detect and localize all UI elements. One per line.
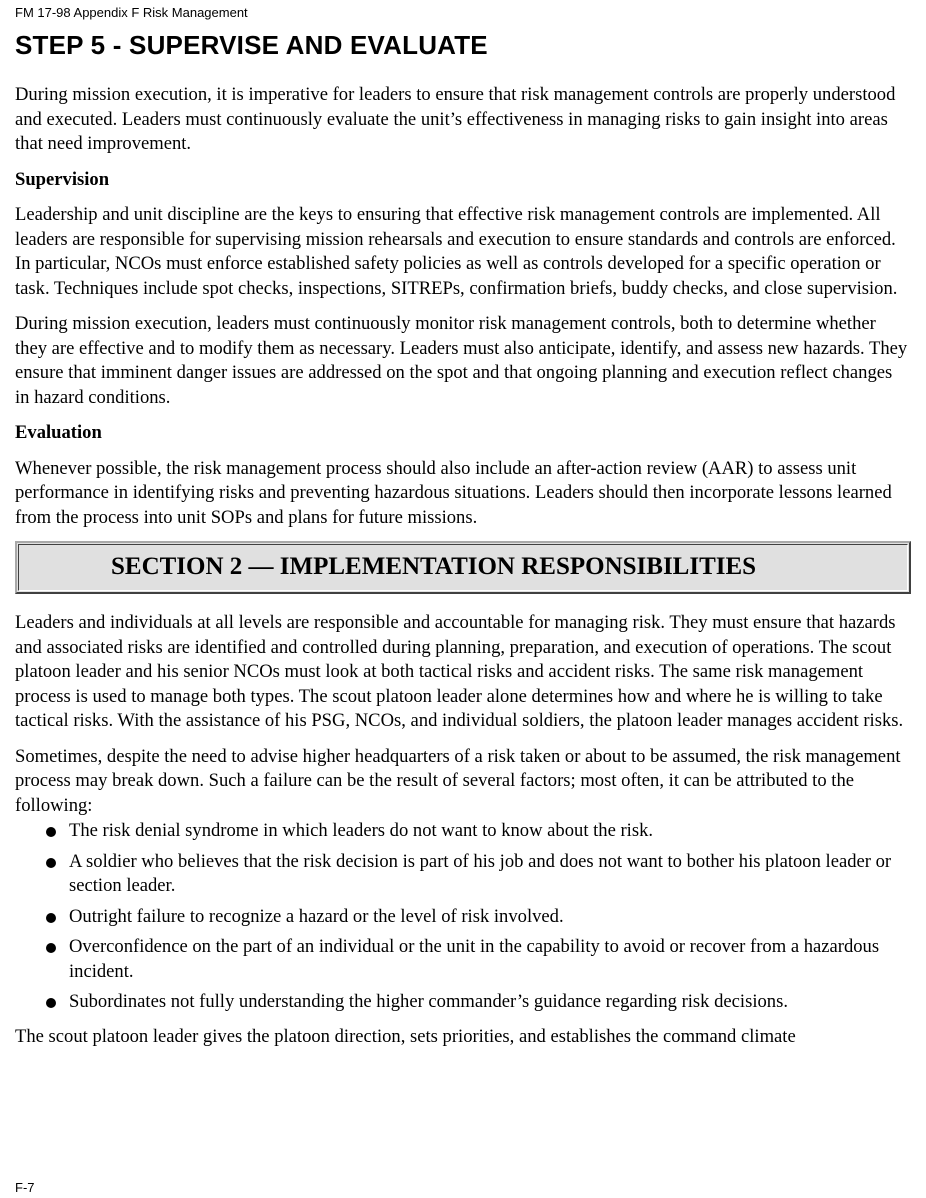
list-item-text: Outright failure to recognize a hazard or the level of risk involved.: [69, 905, 564, 927]
supervision-paragraph-2: During mission execution, leaders must continuously monitor risk management controls, both to determine whether they are effective and to modify them as necessary. Leaders must also anticipate, identify, and assess new hazards. They ensure that imminent danger issues are addressed on the spot and that ongoing planning and execution reflect changes in hazard conditions.: [15, 313, 908, 408]
list-item: [46, 905, 911, 930]
closing-paragraph: The scout platoon leader gives the platoon direction, sets priorities, and establishes the command climate: [15, 1025, 796, 1047]
bullet-dot-icon: [46, 998, 56, 1008]
step-intro-paragraph: During mission execution, it is imperative for leaders to ensure that risk management controls are properly understood and executed. Leaders must continuously evaluate the unit’s effectiveness in managing risks to gain insight into areas that need improvement.: [15, 84, 896, 154]
supervision-heading: Supervision: [15, 168, 110, 190]
evaluation-heading: Evaluation: [15, 422, 102, 443]
step-title: STEP 5 - SUPERVISE AND EVALUATE: [15, 30, 488, 60]
document-body: [15, 83, 911, 1060]
evaluation-paragraph: Whenever possible, the risk management process should also include an after-action review (AAR) to assess unit performance in identifying risks and preventing hazardous situations. Leaders should then incorporate lessons learned from the process into unit SOPs and plans for future missions.: [15, 457, 892, 528]
running-header: FM 17-98 Appendix F Risk Management: [15, 5, 248, 20]
list-item-text: Overconfidence on the part of an individual or the unit in the capability to avoid or recover from a hazardous incident.: [69, 936, 880, 982]
bullet-dot-icon: [46, 827, 56, 837]
section-2-paragraph-2: Sometimes, despite the need to advise higher headquarters of a risk taken or about to be assumed, the risk management process may break down. Such a failure can be the result of several factors; most often, it can be attributed to the following:: [15, 745, 901, 816]
page-number: F-7: [15, 1180, 35, 1195]
list-item-text: A soldier who believes that the risk decision is part of his job and does not want to bother his platoon leader or section leader.: [69, 850, 892, 896]
list-item: [46, 850, 911, 899]
bullet-dot-icon: [46, 943, 56, 953]
section-heading-box: [15, 541, 911, 594]
section-2-title: SECTION 2 — IMPLEMENTATION RESPONSIBILITIES: [18, 544, 908, 591]
list-item: [46, 990, 911, 1015]
bullet-dot-icon: [46, 858, 56, 868]
supervision-paragraph-1: Leadership and unit discipline are the keys to ensuring that effective risk management controls are implemented. All leaders are responsible for supervising mission rehearsals and execution to ensure standards and controls are enforced. In particular, NCOs must enforce established safety policies as well as controls developed for a specific operation or task. Techniques include spot checks, inspections, SITREPs, confirmation briefs, buddy checks, and close supervision.: [15, 204, 898, 299]
list-item-text: The risk denial syndrome in which leaders do not want to know about the risk.: [69, 820, 654, 841]
list-item: [46, 819, 911, 844]
bullet-dot-icon: [46, 913, 56, 923]
list-item-text: Subordinates not fully understanding the higher commander’s guidance regarding risk decisions.: [69, 991, 788, 1012]
failure-factors-list: [15, 819, 911, 1015]
list-item: [46, 935, 911, 984]
section-2-paragraph-1: Leaders and individuals at all levels are responsible and accountable for managing risk. They must ensure that hazards and associated risks are identified and controlled during planning, preparation, and execution of operations. The scout platoon leader and his senior NCOs must look at both tactical risks and accident risks. The same risk management process is used to manage both types. The scout platoon leader alone determines how and where he is willing to take tactical risks. With the assistance of his PSG, NCOs, and individual soldiers, the platoon leader manages accident risks.: [15, 612, 904, 731]
